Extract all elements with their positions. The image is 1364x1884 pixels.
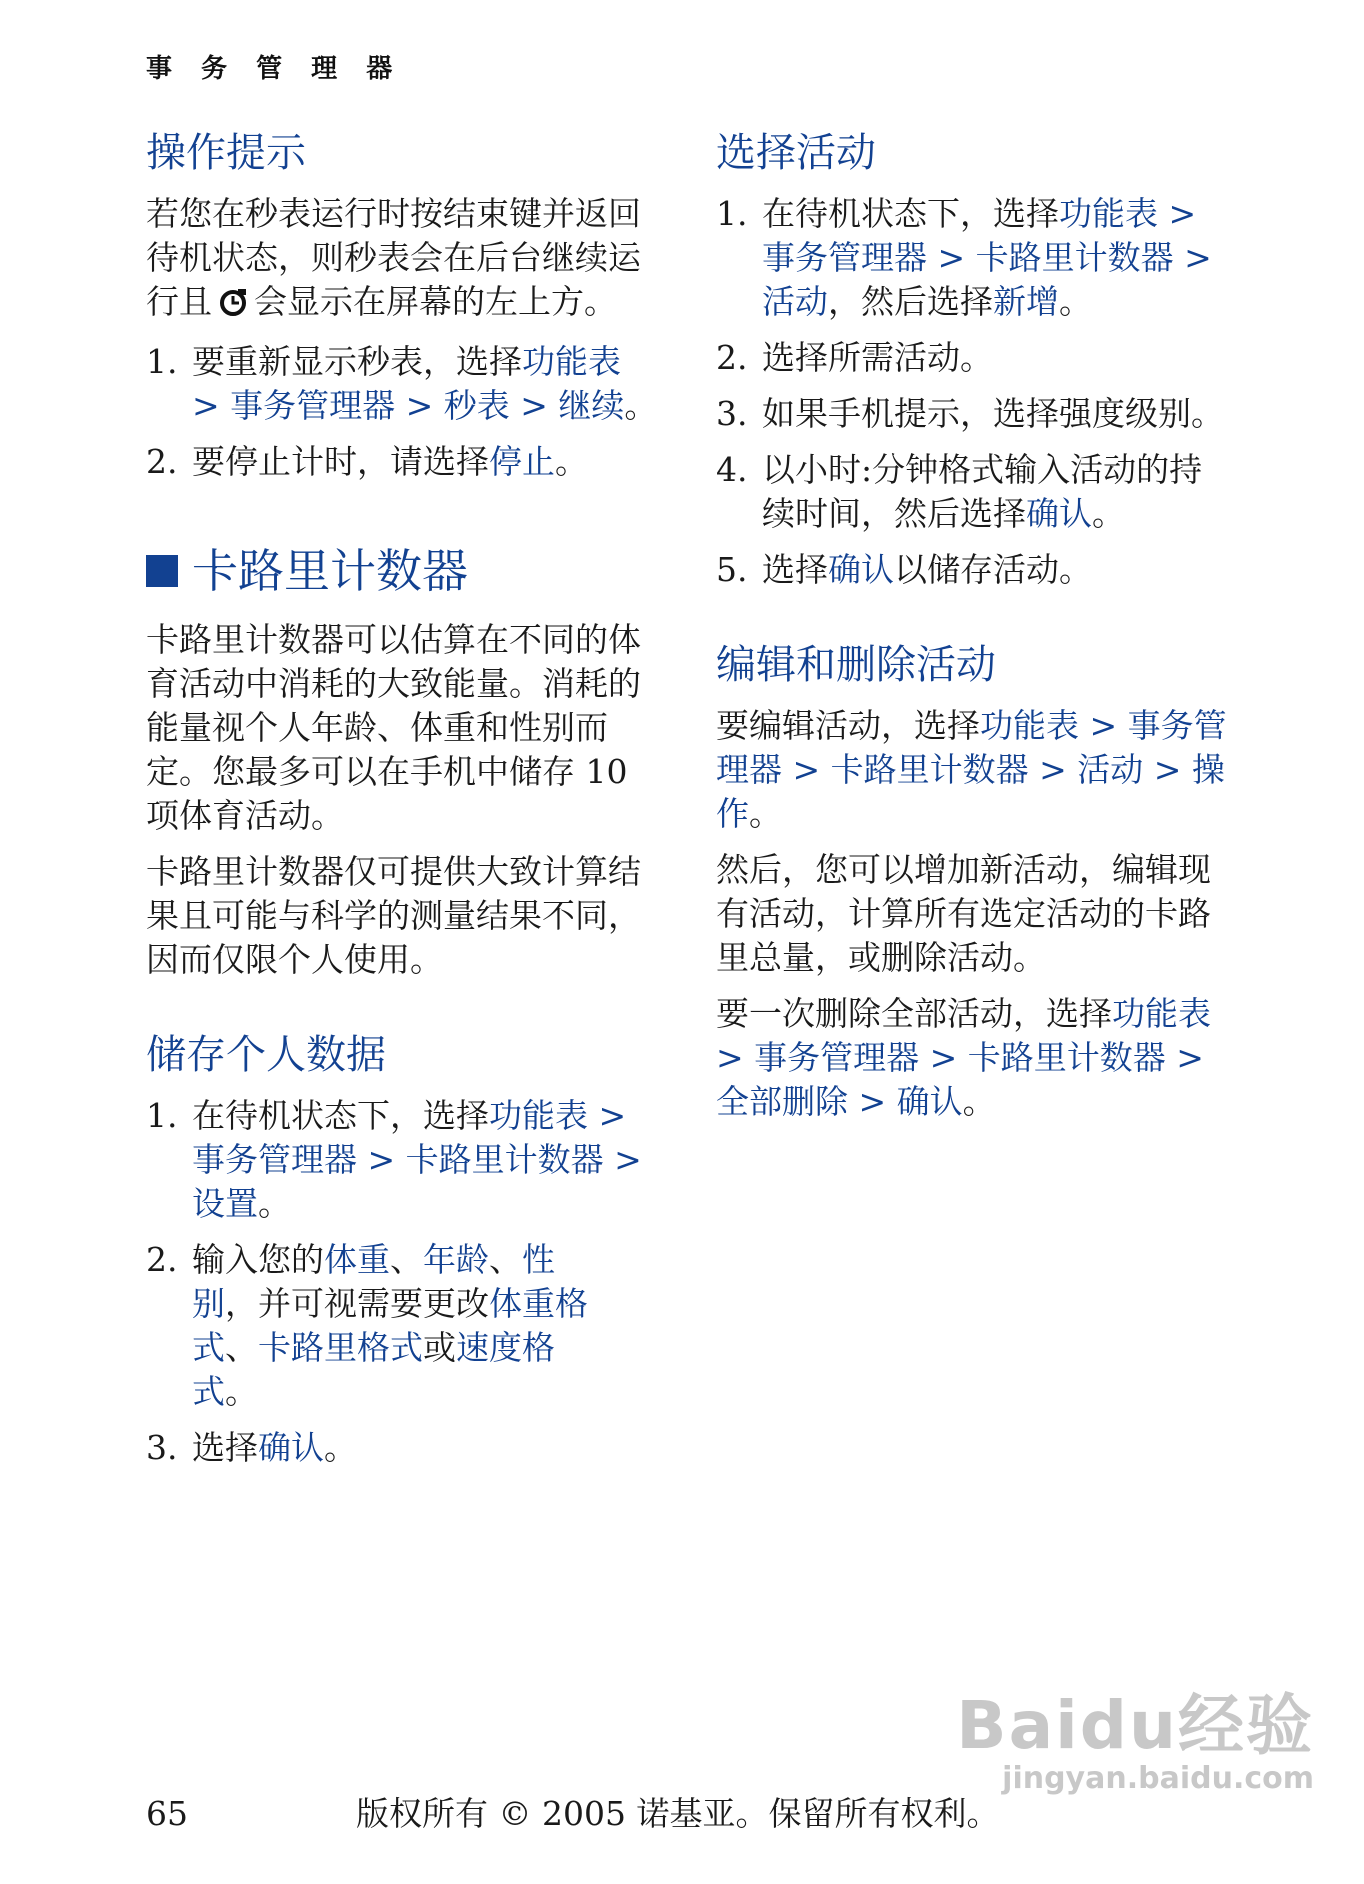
menu-link: 操作 — [716, 750, 1225, 833]
menu-link: 功能表 — [1059, 194, 1158, 233]
menu-link: 全部删除 — [716, 1082, 848, 1121]
menu-link: 体重格式 — [192, 1284, 588, 1367]
select-activity-heading: 选择活动 — [716, 130, 876, 176]
menu-link: 功能表 — [1112, 994, 1211, 1033]
edit-paragraph-1: 要编辑活动，选择功能表 > 事务管理器 > 卡路里计数器 > 活动 > 操作。 — [716, 706, 1227, 833]
copyright-notice: 版权所有 © 2005 诺基亚。保留所有权利。 — [356, 1794, 1000, 1833]
list-item: 1. 要重新显示秒表，选择功能表 > 事务管理器 > 秒表 > 继续。 — [146, 342, 658, 425]
select-activity-steps — [716, 192, 1228, 592]
tips-text-after: 会显示在屏幕的左上方。 — [254, 282, 617, 321]
menu-link: 停止 — [489, 442, 555, 481]
menu-link: 设置 — [192, 1184, 258, 1223]
section-square-icon — [146, 555, 178, 587]
menu-link: 性别 — [192, 1240, 555, 1323]
list-item: 5. 选择确认以储存活动。 — [716, 550, 1092, 589]
tips-steps — [146, 340, 658, 484]
list-item: 1. 在待机状态下，选择功能表 > 事务管理器 > 卡路里计数器 > 活动，然后选择新增。 — [716, 194, 1212, 321]
stopwatch-icon — [218, 284, 248, 328]
list-item: 1. 在待机状态下，选择功能表 > 事务管理器 > 卡路里计数器 > 设置。 — [146, 1096, 642, 1223]
menu-link: 卡路里计数器 — [975, 238, 1174, 277]
list-item: 2. 输入您的体重、年龄、性别，并可视需要更改体重格式、卡路里格式或速度格式。 — [146, 1240, 588, 1411]
menu-link: 继续 — [558, 386, 625, 425]
menu-link: 事务管理器 — [754, 1038, 920, 1077]
edit-paragraph-2: 然后，您可以增加新活动，编辑现有活动，计算所有选定活动的卡路里总量，或删除活动。 — [716, 850, 1211, 977]
calorie-heading: 卡路里计数器 — [146, 540, 658, 602]
watermark-url: jingyan.baidu.com — [1002, 1761, 1314, 1796]
list-item: 4. 以小时:分钟格式输入活动的持续时间，然后选择确认。 — [716, 450, 1203, 533]
tips-text-before: 若您在秒表运行时按结束键并返回待机状态，则秒表会在后台继续运行且 — [146, 194, 641, 321]
menu-link: 活动 — [1077, 750, 1144, 789]
list-item: 2. 选择所需活动。 — [716, 338, 993, 377]
edit-paragraph-3: 要一次删除全部活动，选择功能表 > 事务管理器 > 卡路里计数器 > 全部删除 > 确认。 — [716, 994, 1211, 1121]
tips-heading: 操作提示 — [146, 130, 306, 176]
left-column — [146, 124, 658, 1482]
menu-link: 秒表 — [443, 386, 510, 425]
menu-link: 卡路里格式 — [258, 1328, 423, 1367]
menu-link: 确认 — [828, 550, 894, 589]
menu-link: 功能表 — [522, 342, 621, 381]
tips-paragraph — [146, 192, 658, 328]
menu-link: 体重 — [324, 1240, 390, 1279]
menu-link: 年龄 — [423, 1240, 489, 1279]
section-header: 事 务 管 理 器 — [146, 54, 403, 84]
menu-link: 事务管理器 — [230, 386, 396, 425]
personal-data-heading: 储存个人数据 — [146, 1032, 386, 1078]
list-item: 2. 要停止计时，请选择停止。 — [146, 442, 588, 481]
list-item: 3. 选择确认。 — [146, 1428, 357, 1467]
menu-link: 事务管理器 — [762, 238, 927, 277]
menu-link: 活动 — [762, 282, 828, 321]
right-column — [716, 124, 1228, 1136]
menu-link: 卡路里计数器 — [830, 750, 1029, 789]
menu-link: 事务管理器 — [192, 1140, 357, 1179]
menu-link: 事务管理器 — [716, 706, 1227, 789]
watermark-logo: Baidu经验 — [956, 1687, 1314, 1764]
menu-link: 功能表 — [980, 706, 1079, 745]
menu-link: 确认 — [1026, 494, 1092, 533]
menu-link: 确认 — [896, 1082, 963, 1121]
baidu-watermark — [956, 1672, 1314, 1796]
page-number: 65 — [146, 1794, 188, 1833]
edit-activity-heading: 编辑和删除活动 — [716, 642, 996, 688]
menu-link: 新增 — [993, 282, 1059, 321]
list-item: 3. 如果手机提示，选择强度级别。 — [716, 394, 1224, 433]
menu-link: 速度格式 — [192, 1328, 555, 1411]
menu-link: 卡路里计数器 — [967, 1038, 1166, 1077]
personal-steps — [146, 1094, 658, 1470]
menu-link: 卡路里计数器 — [405, 1140, 604, 1179]
menu-link: 确认 — [258, 1428, 324, 1467]
calorie-paragraph-2: 卡路里计数器仅可提供大致计算结果且可能与科学的测量结果不同，因而仅限个人使用。 — [146, 852, 641, 979]
calorie-paragraph-1: 卡路里计数器可以估算在不同的体育活动中消耗的大致能量。消耗的能量视个人年龄、体重和性别而定。您最多可以在手机中储存 10 项体育活动。 — [146, 620, 641, 835]
menu-link: 功能表 — [489, 1096, 588, 1135]
